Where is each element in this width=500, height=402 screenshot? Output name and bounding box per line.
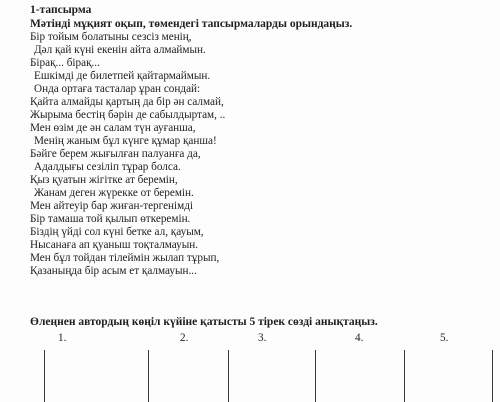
poem-line: Нысанаға ап қуаныш тоқталмауын. bbox=[30, 239, 199, 251]
answer-table bbox=[0, 350, 500, 402]
answer-cell-3[interactable] bbox=[229, 350, 314, 402]
answer-cell-1[interactable] bbox=[45, 350, 147, 402]
task-heading: 1-тапсырма bbox=[30, 4, 92, 16]
poem-line: Қазаныңда бір асым ет қалмауын... bbox=[30, 265, 197, 277]
poem-line: Бәйге берем жығылған палуанға да, bbox=[30, 148, 201, 160]
answer-number-3: 3. bbox=[258, 332, 267, 344]
answer-cell-5[interactable] bbox=[405, 350, 491, 402]
poem-line: Онда ортаға тасталар ұран сондай: bbox=[34, 83, 201, 95]
answer-cell-2[interactable] bbox=[149, 350, 227, 402]
answer-number-2: 2. bbox=[180, 332, 189, 344]
answer-cell-4[interactable] bbox=[316, 350, 403, 402]
poem-line: Бір тамаша той қылып өткеремін. bbox=[30, 213, 191, 225]
poem-line: Қыз қуатын жігітке ат беремін, bbox=[30, 174, 178, 186]
poem-line: Бір тойым болатыны сезсіз менің, bbox=[30, 31, 192, 43]
question-text: Өлеңнен автордың көңіл күйіне қатысты 5 тірек сөзді анықтаңыз. bbox=[30, 316, 378, 328]
poem-line: Мен айтеуір бар жиған-тергенімді bbox=[30, 200, 194, 212]
table-divider bbox=[492, 350, 493, 402]
poem-line: Біздің үйді сол күні бетке ал, қауым, bbox=[30, 226, 204, 238]
poem-line: Адалдығы сезіліп тұрар болса. bbox=[34, 161, 181, 173]
poem-line: Жанам деген жүрекке от беремін. bbox=[34, 187, 194, 199]
poem-line: Мен бұл тойдан тілеймін жылап тұрып, bbox=[30, 252, 220, 264]
poem-line: Ешкімді де билетпей қайтармаймын. bbox=[34, 70, 211, 82]
poem-line: Дәл қай күні екенін айта алмаймын. bbox=[34, 44, 206, 56]
answer-number-1: 1. bbox=[58, 332, 67, 344]
poem-line: Менің жаным бұл күнге құмар қанша! bbox=[34, 135, 217, 147]
poem-line: Жырыма бестің бәрін де сабылдыртам, .. bbox=[30, 109, 226, 121]
answer-number-5: 5. bbox=[440, 332, 449, 344]
poem-text bbox=[30, 31, 225, 278]
task-instruction: Мәтінді мұқият оқып, төмендегі тапсырмаларды орындаңыз. bbox=[30, 18, 353, 30]
poem-line: Мен өзім де ән салам түн ауғанша, bbox=[30, 122, 196, 134]
poem-line: Қайта алмайды қартың да бір ән салмай, bbox=[30, 96, 224, 108]
poem-line: Бірақ... бірақ... bbox=[30, 57, 100, 69]
answer-number-4: 4. bbox=[355, 332, 364, 344]
